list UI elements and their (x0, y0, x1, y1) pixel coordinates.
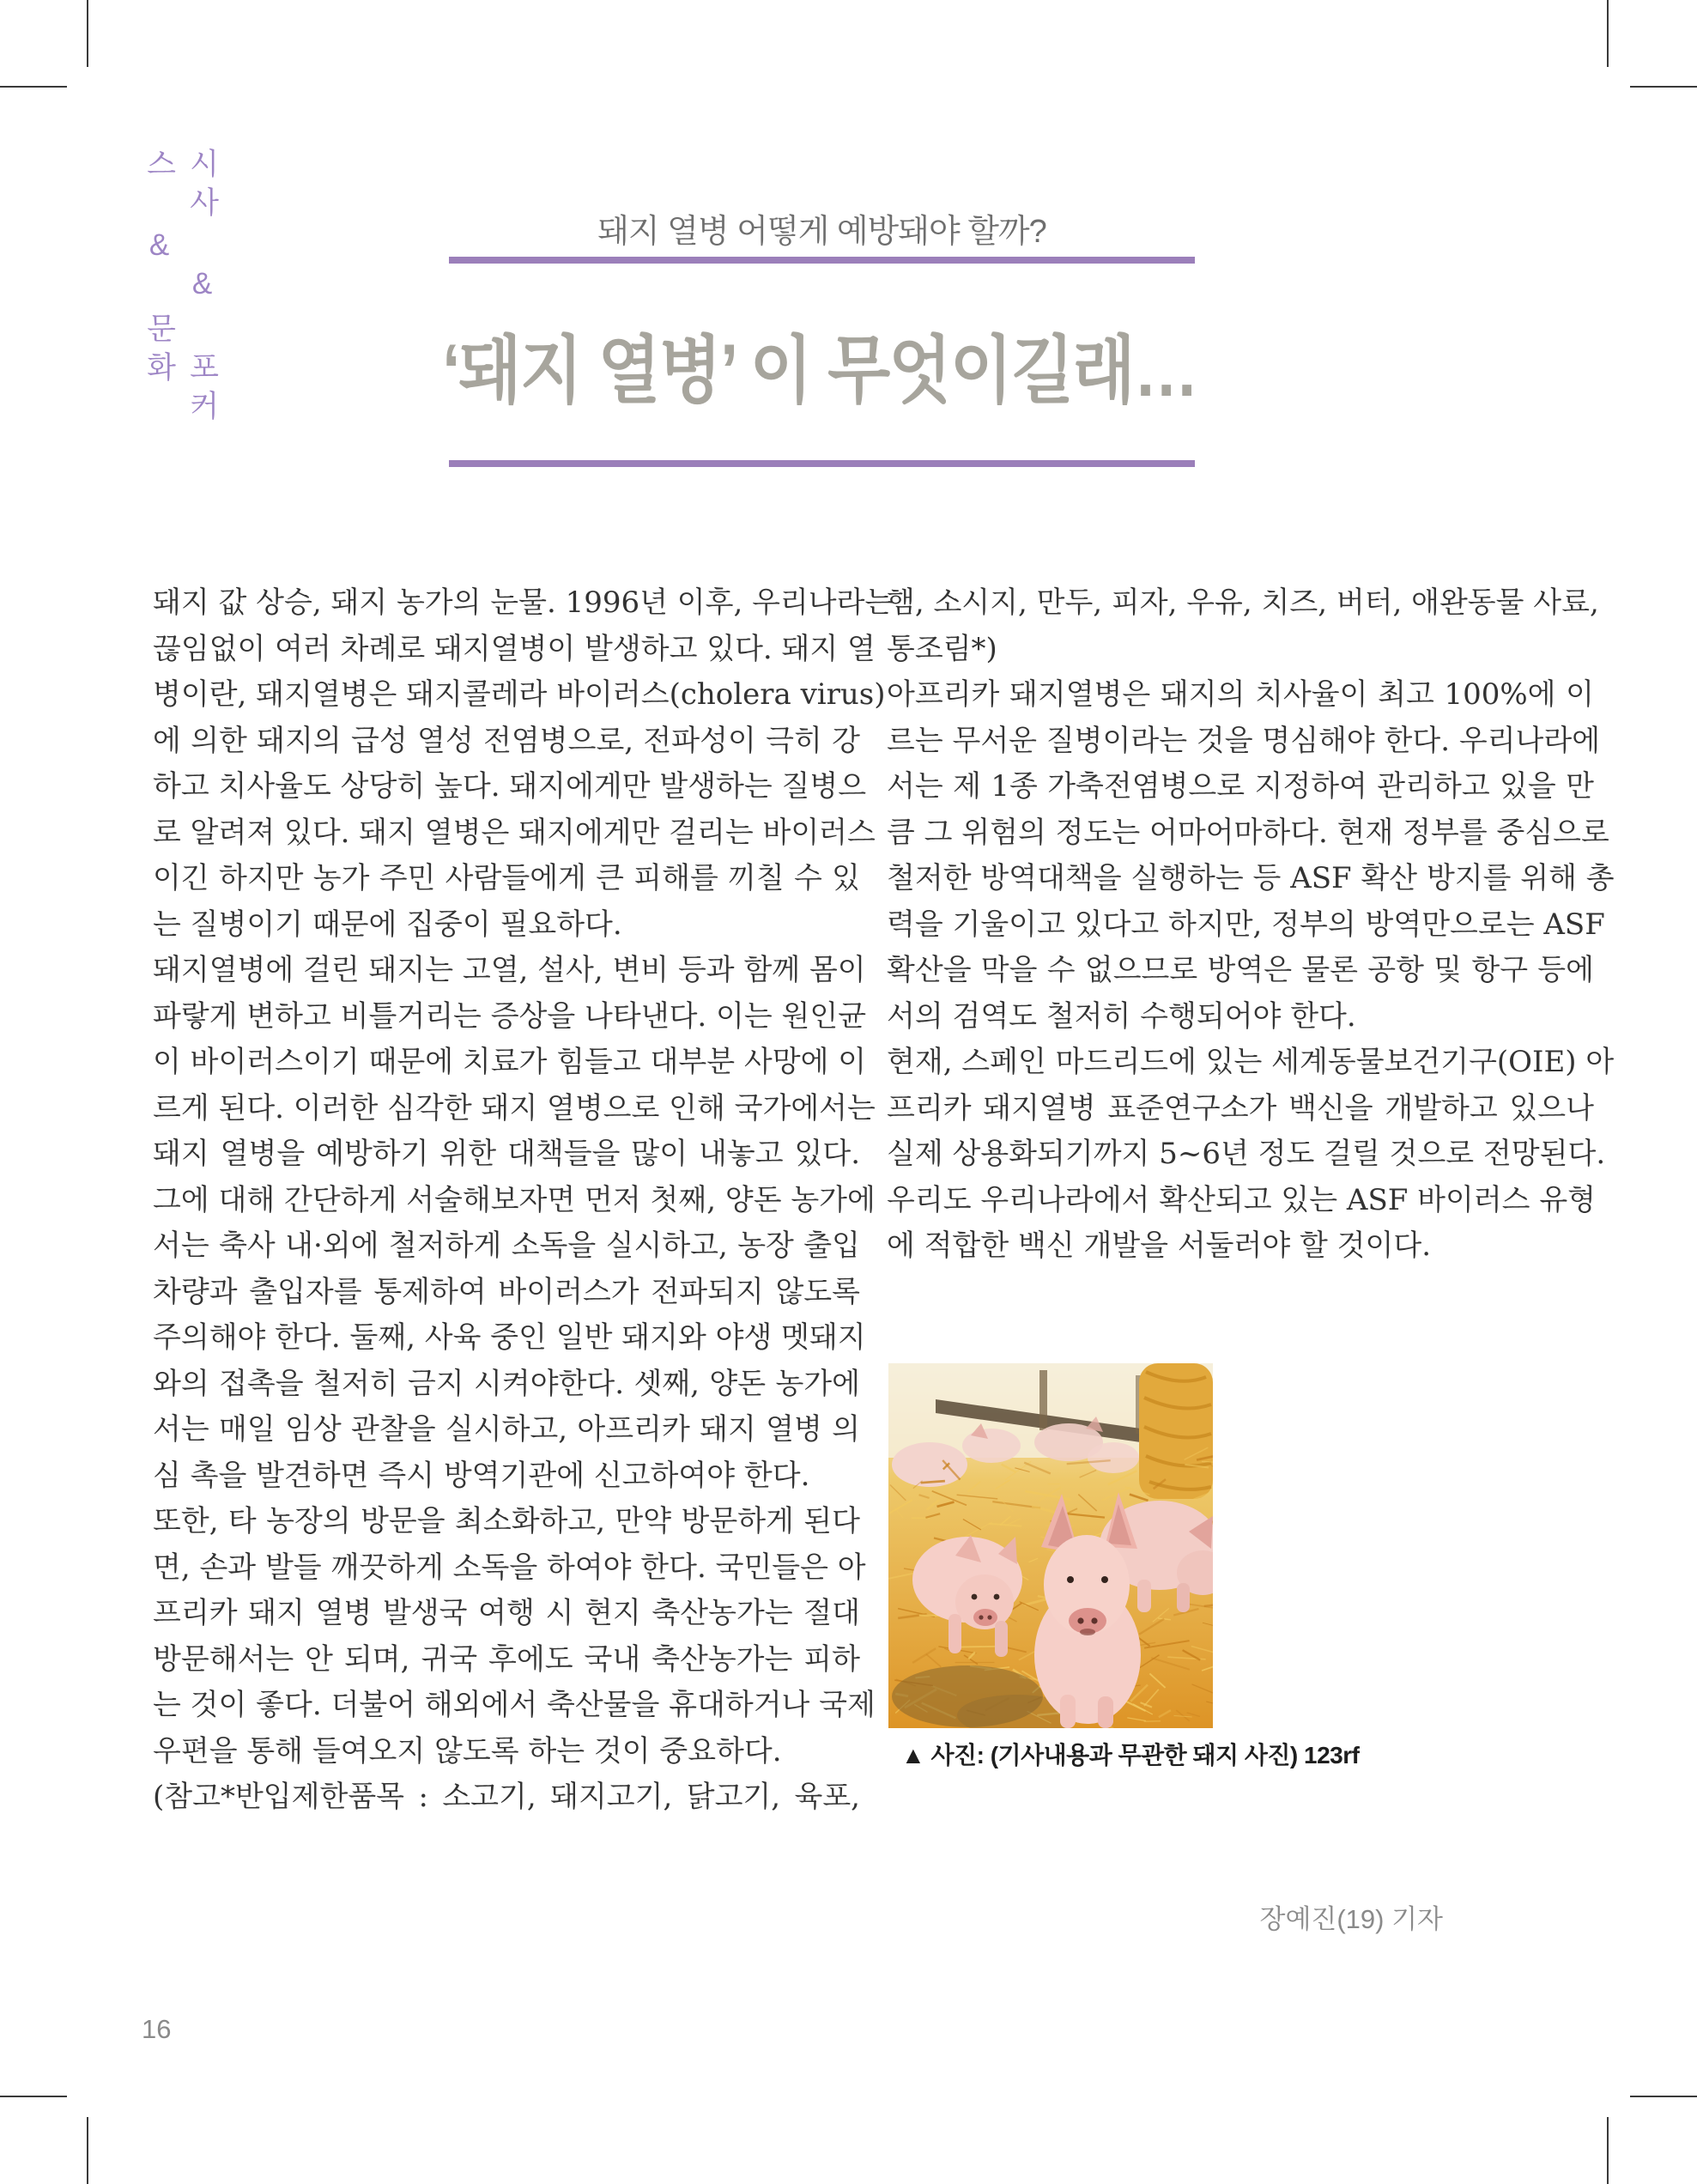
body-text-line: 햄, 소시지, 만두, 피자, 우유, 치즈, 버터, 애완동물 사료, (887, 585, 1599, 620)
body-text-line: 실제 상용화되기까지 5~6년 정도 걸릴 것으로 전망된다. (887, 1137, 1606, 1171)
body-text-line: 서의 검역도 철저히 수행되어야 한다. (887, 998, 1356, 1034)
body-text-line: 통조림*) (887, 631, 997, 666)
pigs-photo-illustration (888, 1363, 1213, 1728)
pigs-photo (888, 1363, 1213, 1728)
crop-mark-top-left-vertical (87, 0, 88, 67)
headline-divider-bottom (449, 460, 1195, 467)
body-text-line: 현재, 스페인 마드리드에 있는 세계동물보건기구(OIE) 아 (887, 1045, 1615, 1079)
body-text-line: 력을 기울이고 있다고 하지만, 정부의 방역만으로는 ASF (887, 907, 1605, 942)
body-text-line: 에 적합한 백신 개발을 서둘러야 할 것이다. (887, 1228, 1431, 1263)
body-text-line: (참고*반입제한품목 : 소고기, 돼지고기, 닭고기, 육포, (153, 1780, 860, 1814)
body-text-line: 우편을 통해 들여오지 않도록 하는 것이 중요하다. (153, 1733, 782, 1768)
body-text-line: 이긴 하지만 농가 주민 사람들에게 큰 피해를 끼칠 수 있 (153, 861, 860, 895)
photo-caption: ▲ 사진: (기사내용과 무관한 돼지 사진) 123rf (901, 1742, 1360, 1768)
body-text-line: 주의해야 한다. 둘째, 사육 중인 일반 돼지와 야생 멧돼지 (153, 1320, 866, 1355)
body-column-2 (887, 580, 1615, 1270)
body-text-line: 서는 매일 임상 관찰을 실시하고, 아프리카 돼지 열병 의 (153, 1412, 860, 1447)
crop-mark-bottom-right-vertical (1607, 2117, 1609, 2184)
body-text-line: 병이란, 돼지열병은 돼지콜레라 바이러스(cholera virus) (153, 677, 886, 712)
body-text-line: 돼지열병에 걸린 돼지는 고열, 설사, 변비 등과 함께 몸이 (153, 953, 866, 987)
body-column-1 (153, 580, 894, 1821)
crop-mark-bottom-left-vertical (87, 2117, 88, 2184)
crop-mark-top-right-vertical (1607, 0, 1609, 67)
headline-divider-top (449, 257, 1195, 264)
byline: 장예진(19) 기자 (1259, 1904, 1443, 1934)
body-text-line: 서는 축사 내·외에 철저하게 소독을 실시하고, 농장 출입 (153, 1228, 860, 1263)
body-text-line: 심 촉을 발견하면 즉시 방역기관에 신고하여야 한다. (153, 1458, 810, 1493)
body-text-line: 파랗게 변하고 비틀거리는 증상을 나타낸다. 이는 원인균 (153, 998, 867, 1034)
body-text-line: 돼지 값 상승, 돼지 농가의 눈물. 1996년 이후, 우리나라는 (153, 585, 894, 620)
body-text-line: 확산을 막을 수 없으므로 방역은 물론 공항 및 항구 등에 (887, 953, 1594, 987)
article-title: ‘돼지 열병’ 이 무엇이길래… (442, 330, 1197, 412)
body-text-line: 와의 접촉을 철저히 금지 시켜야한다. 셋째, 양돈 농가에 (153, 1366, 860, 1401)
body-text-line: 철저한 방역대책을 실행하는 등 ASF 확산 방지를 위해 총 (887, 861, 1615, 895)
body-text-line: 프리카 돼지열병 표준연구소가 백신을 개발하고 있으나 (887, 1090, 1594, 1125)
body-text-line: 그에 대해 간단하게 서술해보자면 먼저 첫째, 양돈 농가에 (153, 1182, 876, 1217)
body-text-line: 이 바이러스이기 때문에 치료가 힘들고 대부분 사망에 이 (153, 1045, 867, 1079)
body-text-line: 하고 치사율도 상당히 높다. 돼지에게만 발생하는 질병으 (153, 769, 867, 804)
body-text-line: 로 알려져 있다. 돼지 열병은 돼지에게만 걸리는 바이러스 (153, 815, 876, 850)
body-text-line: 는 것이 좋다. 더불어 해외에서 축산물을 휴대하거나 국제 (153, 1688, 876, 1722)
body-text-line: 에 의한 돼지의 급성 열성 전염병으로, 전파성이 극히 강 (153, 723, 860, 758)
body-text-line: 끊임없이 여러 차례로 돼지열병이 발생하고 있다. 돼지 열 (153, 631, 876, 666)
body-text-line: 큼 그 위험의 정도는 어마어마하다. 현재 정부를 중심으로 (887, 815, 1609, 850)
body-text-line: 돼지 열병을 예방하기 위한 대책들을 많이 내놓고 있다. (153, 1137, 860, 1171)
section-label-vertical: 시사 & 포커스 & 문화 (142, 148, 219, 428)
body-text-line: 는 질병이기 때문에 집중이 필요하다. (153, 907, 622, 942)
crop-mark-top-right-horizontal (1630, 86, 1697, 88)
body-text-line: 서는 제 1종 가축전염병으로 지정하여 관리하고 있을 만 (887, 769, 1594, 804)
body-text-line: 우리도 우리나라에서 확산되고 있는 ASF 바이러스 유형 (887, 1182, 1597, 1217)
article-kicker: 돼지 열병 어떻게 예방돼야 할까? (597, 214, 1046, 250)
body-text-line: 아프리카 돼지열병은 돼지의 치사율이 최고 100%에 이 (887, 677, 1594, 712)
body-text-line: 또한, 타 농장의 방문을 최소화하고, 만약 방문하게 된다 (153, 1504, 860, 1538)
body-text-line: 르게 된다. 이러한 심각한 돼지 열병으로 인해 국가에서는 (153, 1090, 876, 1125)
body-text-line: 르는 무서운 질병이라는 것을 명심해야 한다. 우리나라에 (887, 723, 1601, 758)
body-text-line: 면, 손과 발들 깨끗하게 소독을 하여야 한다. 국민들은 아 (153, 1550, 866, 1585)
crop-mark-bottom-right-horizontal (1630, 2096, 1697, 2097)
body-text-line: 차량과 출입자를 통제하여 바이러스가 전파되지 않도록 (153, 1274, 860, 1309)
crop-mark-bottom-left-horizontal (0, 2096, 67, 2097)
crop-mark-top-left-horizontal (0, 86, 67, 88)
page-number: 16 (142, 2014, 172, 2044)
body-text-line: 프리카 돼지 열병 발생국 여행 시 현지 축산농가는 절대 (153, 1596, 860, 1630)
body-text-line: 방문해서는 안 되며, 귀국 후에도 국내 축산농가는 피하 (153, 1641, 860, 1677)
